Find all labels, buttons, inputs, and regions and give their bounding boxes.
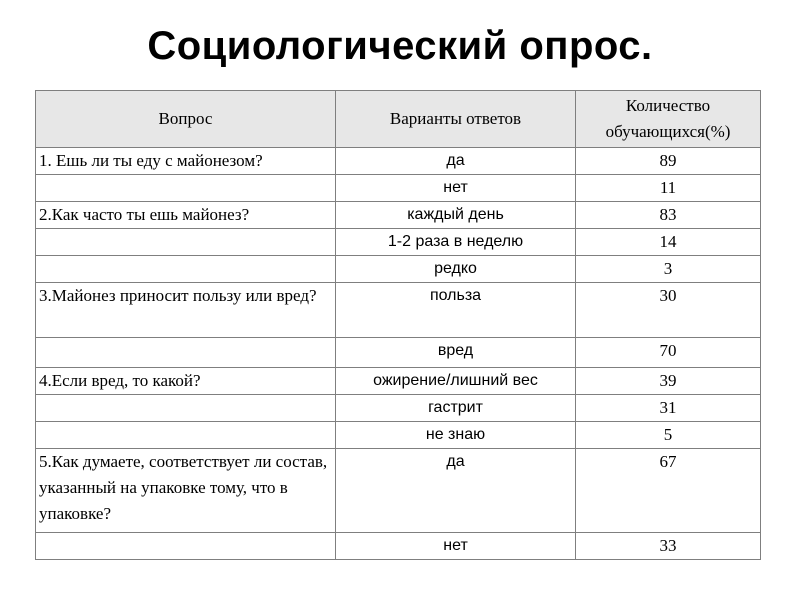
table-row <box>36 175 761 202</box>
question-cell <box>36 338 336 368</box>
question-cell <box>36 175 336 202</box>
percent-cell: 3 <box>576 256 761 283</box>
header-answer-options: Варианты ответов <box>336 91 576 148</box>
table-row <box>36 202 761 229</box>
percent-cell: 11 <box>576 175 761 202</box>
percent-cell: 70 <box>576 338 761 368</box>
question-cell <box>36 256 336 283</box>
percent-cell: 39 <box>576 368 761 395</box>
percent-cell: 67 <box>576 449 761 533</box>
table-row <box>36 422 761 449</box>
table-row <box>36 368 761 395</box>
question-cell: 2.Как часто ты ешь майонез? <box>36 202 336 229</box>
answer-cell: польза <box>336 283 576 338</box>
question-cell <box>36 395 336 422</box>
page-title: Социологический опрос. <box>147 24 653 68</box>
table-row <box>36 283 761 338</box>
table-row <box>36 338 761 368</box>
answer-cell: нет <box>336 533 576 560</box>
table-row <box>36 229 761 256</box>
answer-cell: да <box>336 148 576 175</box>
answer-cell: нет <box>336 175 576 202</box>
percent-cell: 83 <box>576 202 761 229</box>
answer-cell: ожирение/лишний вес <box>336 368 576 395</box>
question-cell: 4.Если вред, то какой? <box>36 368 336 395</box>
table-row <box>36 395 761 422</box>
percent-cell: 31 <box>576 395 761 422</box>
header-student-percent: Количество обучающихся(%) <box>576 91 761 148</box>
table-header <box>36 91 761 148</box>
table-row <box>36 256 761 283</box>
percent-cell: 5 <box>576 422 761 449</box>
answer-cell: гастрит <box>336 395 576 422</box>
table-row <box>36 449 761 533</box>
answer-cell: каждый день <box>336 202 576 229</box>
question-cell: 3.Майонез приносит пользу или вред? <box>36 283 336 338</box>
percent-cell: 30 <box>576 283 761 338</box>
question-cell <box>36 422 336 449</box>
question-cell <box>36 229 336 256</box>
question-cell <box>36 533 336 560</box>
survey-table <box>35 90 761 560</box>
answer-cell: вред <box>336 338 576 368</box>
percent-cell: 14 <box>576 229 761 256</box>
header-question: Вопрос <box>36 91 336 148</box>
percent-cell: 33 <box>576 533 761 560</box>
table-row <box>36 533 761 560</box>
percent-cell: 89 <box>576 148 761 175</box>
answer-cell: не знаю <box>336 422 576 449</box>
question-cell: 1. Ешь ли ты еду с майонезом? <box>36 148 336 175</box>
answer-cell: 1-2 раза в неделю <box>336 229 576 256</box>
answer-cell: да <box>336 449 576 533</box>
answer-cell: редко <box>336 256 576 283</box>
question-cell: 5.Как думаете, соответствует ли состав, указанный на упаковке тому, что в упаковке? <box>36 449 336 533</box>
table-row <box>36 148 761 175</box>
